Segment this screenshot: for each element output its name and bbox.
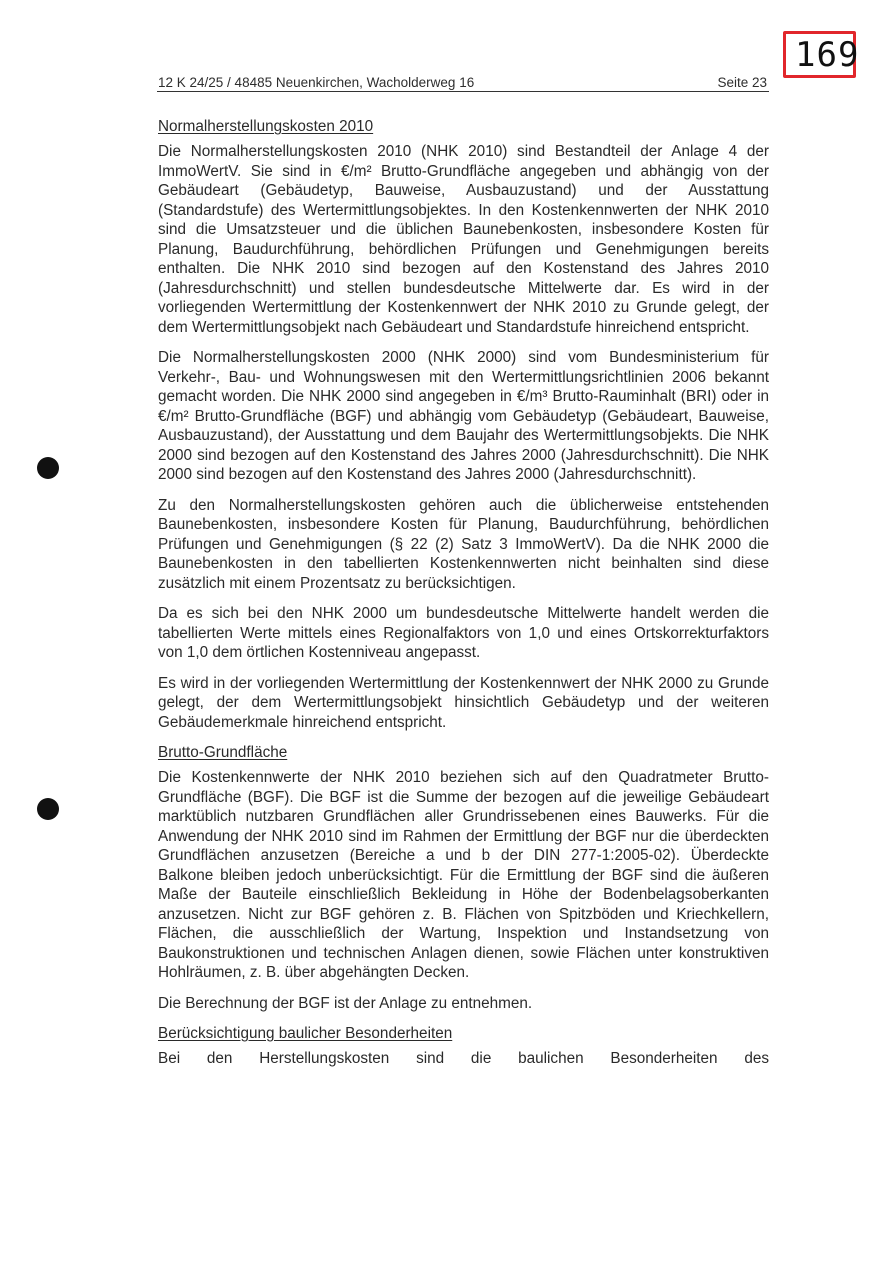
paragraph: Da es sich bei den NHK 2000 um bundesdeutsche Mittelwerte handelt werden die tabellierten Werte mittels eines Regionalfaktors von 1,0 und eines Ortskorrekturfaktors von 1,0 dem örtlichen Kostenniveau angepasst.	[158, 605, 769, 661]
page-number-stamp: 169	[795, 35, 860, 75]
paragraph: Zu den Normalherstellungskosten gehören auch die üblicherweise entstehenden Baunebenkosten, insbesondere Kosten für Planung, Baudurchführung, behördlichen Prüfungen und Genehmigungen (§ 22 (2) Satz 3 ImmoWertV). Da die NHK 2000 die Baunebenkosten in den tabellierten Kostenkennwerten nicht beinhalten sind diese zusätzlich mit einem Prozentsatz zu berücksichtigen.	[158, 496, 769, 592]
paragraph: Die Kostenkennwerte der NHK 2010 beziehen sich auf den Quadratmeter Brutto-Grundfläche (BGF). Die BGF ist die Summe der bezogen auf die jeweilige Gebäudeart marktüblich nutzbaren Grundflächen aller Grundrissebenen eines Bauwerks. Für die Anwendung der NHK 2010 sind im Rahmen der Ermittlung der BGF nur die überdeckten Grundflächen anzusetzen (Bereiche a und b der DIN 277-1:2005-02). Überdeckte Balkone bleiben jedoch unberücksichtigt. Für die Ermittlung der BGF sind die äußeren Maße der Bauteile einschließlich Bekleidung in Höhe der Bodenbelagsoberkanten anzusetzen. Nicht zur BGF gehören z. B. Flächen von Spitzböden und Kriechkellern, Flächen, die ausschließlich der Wartung, Inspektion und Instandsetzung von Baukonstruktionen und technischen Anlagen dienen, sowie Flächen unter konstruktiven Hohlräumen, z. B. über abgehängten Decken.	[158, 769, 769, 981]
paragraph: Bei den Herstellungskosten sind die baulichen Besonderheiten des	[158, 1050, 769, 1067]
paragraph: Die Normalherstellungskosten 2010 (NHK 2010) sind Bestandteil der Anlage 4 der ImmoWertV. Sie sind in €/m² Brutto-Grundfläche angegeben und abhängig von der Gebäudeart (Gebäudetyp, Bauweise, Ausbauzustand) und der Ausstattung (Standardstufe) des Wertermittlungsobjektes. In den Kostenkennwerten der NHK 2010 sind die Umsatzsteuer und die üblichen Baunebenkosten, insbesondere Kosten für Planung, Baudurchführung, behördlichen Prüfungen und Genehmigungen bereits enthalten. Die NHK 2010 sind bezogen auf den Kostenstand des Jahres 2010 (Jahresdurchschnitt) und stellen bundesdeutsche Mittelwerte dar. Es wird in der vorliegenden Wertermittlung der Kostenkennwert der NHK 2010 zu Grunde gelegt, der dem Wertermittlungsobjekt nach Gebäudeart und Standardstufe hinreichend entspricht.	[158, 143, 769, 336]
section-heading-bgf: Brutto-Grundfläche	[158, 744, 288, 761]
page-header	[157, 75, 769, 92]
section-heading-besonderheiten: Berücksichtigung baulicher Besonderheiten	[158, 1025, 453, 1042]
punch-hole	[37, 457, 59, 479]
paragraph: Es wird in der vorliegenden Wertermittlung der Kostenkennwert der NHK 2000 zu Grunde gelegt, der dem Wertermittlungsobjekt hinsichtlich Gebäudetyp und der weiteren Gebäudemerkmale hinreichend entspricht.	[158, 674, 769, 731]
document-body	[158, 117, 769, 1080]
case-reference: 12 K 24/25 / 48485 Neuenkirchen, Wacholderweg 16	[158, 75, 475, 90]
punch-hole	[37, 798, 59, 820]
page-indicator: Seite 23	[717, 75, 767, 90]
paragraph: Die Normalherstellungskosten 2000 (NHK 2000) sind vom Bundesministerium für Verkehr-, Bau- und Wohnungswesen mit den Wertermittlungsrichtlinien 2006 bekannt gemacht worden. Die NHK 2000 sind angegeben in €/m³ Brutto-Rauminhalt (BRI) oder in €/m² Brutto-Grundfläche (BGF) und abhängig vom Gebäudetyp (Gebäudeart, Bauweise, Ausbauzustand), der Ausstattung und dem Baujahr des Wertermittlungsobjekts. Die NHK 2000 sind bezogen auf den Kostenstand des Jahres 2000 (Jahresdurchschnitt). Die NHK 2000 sind bezogen auf den Kostenstand des Jahres 2000 (Jahresdurchschnitt).	[158, 349, 769, 483]
paragraph: Die Berechnung der BGF ist der Anlage zu entnehmen.	[158, 994, 533, 1012]
section-heading-nhk-2010: Normalherstellungskosten 2010	[158, 118, 374, 135]
